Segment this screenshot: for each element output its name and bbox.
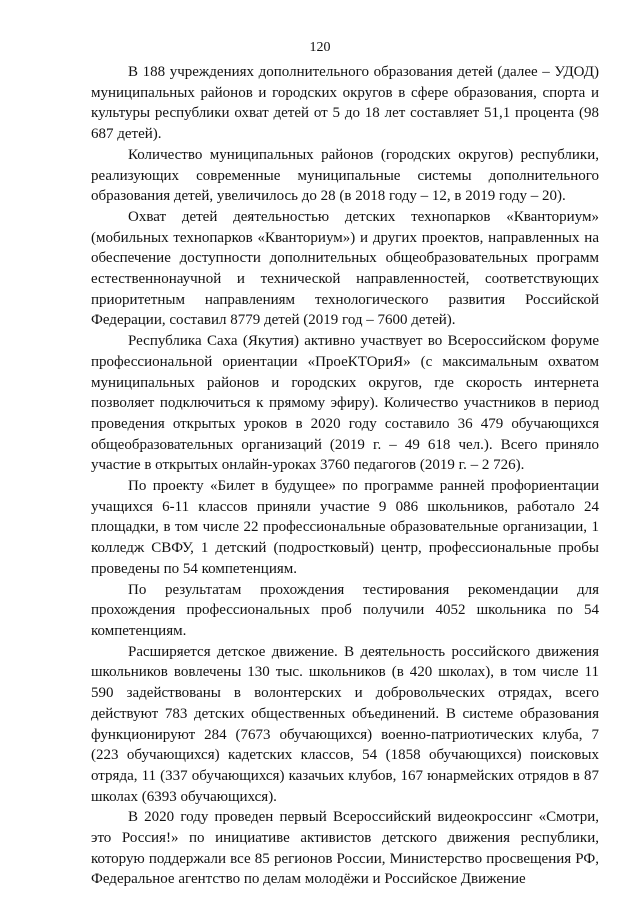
paragraph: По проекту «Билет в будущее» по программе ранней профориентации учащихся 6-11 классов приняли участие 9 086 школьников, работало 24 площадки, в том числе 22 профессиональные образовательные организации, 1 колледж СВФУ, 1 детский (подростковый) центр, профессиональные пробы проведены по 54 компетенциям. xyxy=(91,478,599,577)
paragraph: Охват детей деятельностью детских технопарков «Кванториум» (мобильных технопарков «Кванториум») и других проектов, направленных на обеспечение доступности дополнительных общеобразовательных программ естественнонаучной и технической направленностей, соответствующих приоритетным направлениям технологического развития Российской Федерации, составил 8779 детей (2019 год – 7600 детей). xyxy=(91,208,599,329)
document-body xyxy=(91,62,599,890)
paragraph: Расширяется детское движение. В деятельность российского движения школьников вовлечены 130 тыс. школьников (в 420 школах), в том числе 11 590 задействованы в волонтерских и добровольческих отрядах, всего действуют 783 детских общественных объединений. В системе образования функционируют 284 (7673 обучающихся) военно-патриотических клуба, 7 (223 обучающихся) кадетских классов, 54 (1858 обучающихся) поисковых отряда, 11 (337 обучающихся) казачьих клубов, 167 юнармейских отрядов в 87 школах (6393 обучающихся). xyxy=(91,643,599,805)
paragraph: Республика Саха (Якутия) активно участвует во Всероссийском форуме профессиональной ориентации «ПроеКТОриЯ» (с максимальным охватом муниципальных районов и городских округов, где скорость интернета позволяет подключиться к прямому эфиру). Количество участников в период проведения открытых уроков в 2020 году составило 36 479 обучающихся общеобразовательных организаций (2019 г. – 49 618 чел.). Всего приняло участие в открытых онлайн-уроках 3760 педагогов (2019 г. – 2 726). xyxy=(91,333,599,474)
paragraph: В 188 учреждениях дополнительного образования детей (далее – УДОД) муниципальных районов и городских округов в сфере образования, спорта и культуры республики охват детей от 5 до 18 лет составляет 51,1 процента (98 687 детей). xyxy=(91,64,599,143)
paragraph: По результатам прохождения тестирования рекомендации для прохождения профессиональных проб получили 4052 школьника по 54 компетенциям. xyxy=(91,581,599,639)
paragraph: В 2020 году проведен первый Всероссийский видеокроссинг «Смотри, это Россия!» по инициативе активистов детского движения республики, которую поддержали все 85 регионов России, Министерство просвещения РФ, Федеральное агентство по делам молодёжи и Российское Движение xyxy=(91,809,599,888)
page-number: 120 xyxy=(309,40,331,55)
paragraph: Количество муниципальных районов (городских округов) республики, реализующих современные муниципальные системы дополнительного образования детей, увеличилось до 28 (в 2018 году – 12, в 2019 году – 20). xyxy=(91,146,599,205)
